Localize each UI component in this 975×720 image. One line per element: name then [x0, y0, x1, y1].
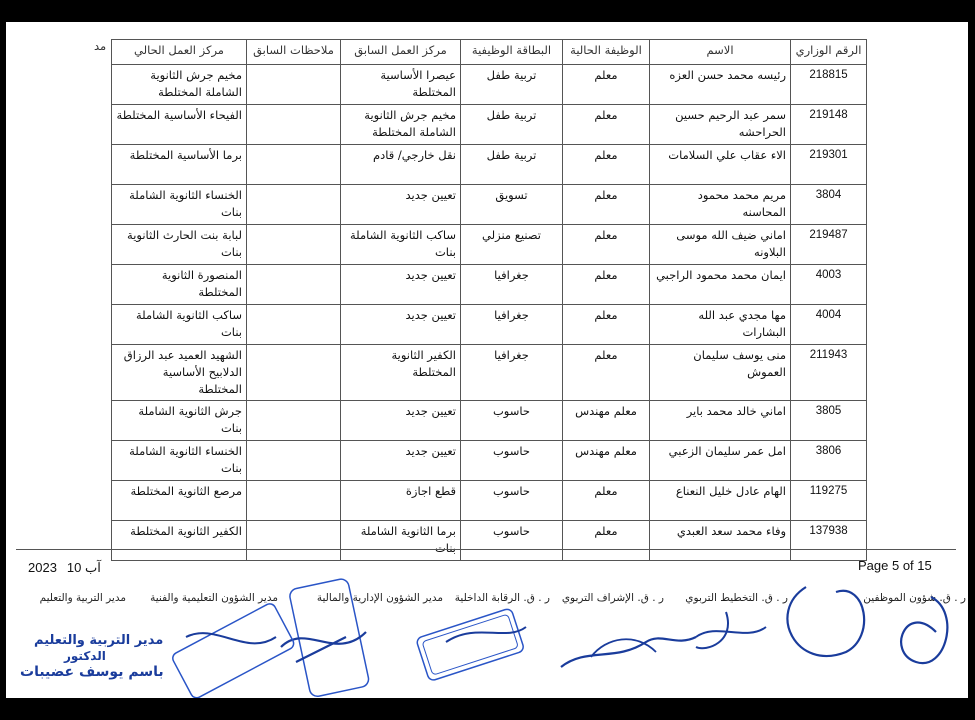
cell-current-job: معلم	[563, 185, 650, 225]
cell-name: سمر عبد الرحيم حسين الحراحشه	[650, 105, 791, 145]
cell-name: وفاء محمد سعد العبدي	[650, 521, 791, 561]
cell-job-card: تربية طفل	[461, 145, 563, 185]
cell-previous-notes	[247, 105, 341, 145]
signatory-supervision: ر . ق. الإشراف التربوي	[561, 592, 664, 604]
cell-current-workplace: الفيحاء الأساسية المختلطة	[112, 105, 247, 145]
col-ministry-number: الرقم الوزاري	[791, 40, 867, 65]
cell-ministry-number: 219487	[791, 225, 867, 265]
cell-previous-workplace: تعيين جديد	[341, 265, 461, 305]
cell-previous-workplace: عيصرا الأساسية المختلطة	[341, 65, 461, 105]
cell-name: امل عمر سليمان الزعبي	[650, 441, 791, 481]
cell-current-job: معلم	[563, 305, 650, 345]
cell-job-card: جغرافيا	[461, 345, 563, 401]
cell-name: رئيسه محمد حسن العزه	[650, 65, 791, 105]
signatory-education-affairs: مدير الشؤون التعليمية والفنية	[150, 592, 278, 604]
cell-previous-workplace: مخيم جرش الثانوية الشاملة المختلطة	[341, 105, 461, 145]
cell-name: مريم محمد محمود المحاسنه	[650, 185, 791, 225]
cell-current-workplace: الشهيد العميد عبد الرزاق الدلابيح الأساسية المختلطة	[112, 345, 247, 401]
signature-scribble	[561, 637, 696, 667]
cell-current-job: معلم مهندس	[563, 401, 650, 441]
signature-scribble	[186, 633, 276, 643]
signatory-director: مدير التربية والتعليم	[39, 592, 126, 604]
cell-current-job: معلم مهندس	[563, 441, 650, 481]
cell-ministry-number: 137938	[791, 521, 867, 561]
col-current-workplace: مركز العمل الحالي	[112, 40, 247, 65]
cell-name: منى يوسف سليمان العموش	[650, 345, 791, 401]
cell-name: ايمان محمد محمود الراجبي	[650, 265, 791, 305]
cell-previous-notes	[247, 441, 341, 481]
cell-previous-workplace: تعيين جديد	[341, 401, 461, 441]
education-affairs-stamp	[171, 602, 296, 698]
cell-ministry-number: 119275	[791, 481, 867, 521]
cell-previous-notes	[247, 185, 341, 225]
cell-current-workplace: المنصورة الثانوية المختلطة	[112, 265, 247, 305]
cell-name: اماني خالد محمد باير	[650, 401, 791, 441]
signature-scribble	[901, 597, 947, 663]
date-year: 2023	[28, 560, 57, 575]
table-row	[112, 481, 867, 521]
cell-ministry-number: 219301	[791, 145, 867, 185]
cell-name: مها مجدي عبد الله البشارات	[650, 305, 791, 345]
cell-previous-notes	[247, 481, 341, 521]
cell-current-job: معلم	[563, 345, 650, 401]
cell-previous-notes	[247, 65, 341, 105]
cell-ministry-number: 4004	[791, 305, 867, 345]
col-previous-notes: ملاحظات السابق	[247, 40, 341, 65]
signatory-audit: ر . ق. الرقابة الداخلية	[454, 592, 550, 604]
cell-previous-notes	[247, 305, 341, 345]
cell-ministry-number: 3805	[791, 401, 867, 441]
cell-name: الهام عادل خليل النعناع	[650, 481, 791, 521]
table-row	[112, 185, 867, 225]
cell-previous-workplace: تعيين جديد	[341, 441, 461, 481]
cell-previous-workplace: الكفير الثانوية المختلطة	[341, 345, 461, 401]
cell-previous-notes	[247, 345, 341, 401]
signatory-hr: ر . ق. شؤون الموظفين	[863, 592, 966, 604]
cell-job-card: تربية طفل	[461, 105, 563, 145]
cell-current-job: معلم	[563, 225, 650, 265]
table-row	[112, 65, 867, 105]
cell-current-job: معلم	[563, 481, 650, 521]
table-row	[112, 401, 867, 441]
cell-current-workplace: الكفير الثانوية المختلطة	[112, 521, 247, 561]
col-current-job: الوظيفة الحالية	[563, 40, 650, 65]
director-stamp-line3: باسم يوسف عضيبات	[20, 664, 164, 680]
cell-job-card: حاسوب	[461, 401, 563, 441]
cell-ministry-number: 211943	[791, 345, 867, 401]
table-row	[112, 305, 867, 345]
document-page	[6, 22, 968, 698]
col-name: الاسم	[650, 40, 791, 65]
table-row	[112, 225, 867, 265]
signature-scribble	[696, 612, 766, 648]
cell-current-workplace: لبابة بنت الحارث الثانوية بنات	[112, 225, 247, 265]
cell-ministry-number: 3806	[791, 441, 867, 481]
table-row	[112, 105, 867, 145]
cell-ministry-number: 3804	[791, 185, 867, 225]
cell-current-job: معلم	[563, 65, 650, 105]
cell-job-card: تصنيع منزلي	[461, 225, 563, 265]
cell-previous-notes	[247, 145, 341, 185]
cell-current-job: معلم	[563, 105, 650, 145]
header-row	[112, 40, 867, 65]
cell-current-workplace: ساكب الثانوية الشاملة بنات	[112, 305, 247, 345]
cell-job-card: جغرافيا	[461, 265, 563, 305]
cell-ministry-number: 4003	[791, 265, 867, 305]
staff-table	[111, 39, 867, 561]
cell-ministry-number: 218815	[791, 65, 867, 105]
cell-previous-workplace: نقل خارجي/ قادم	[341, 145, 461, 185]
cell-current-workplace: جرش الثانوية الشاملة بنات	[112, 401, 247, 441]
table-row	[112, 345, 867, 401]
table-body	[112, 65, 867, 561]
cell-current-workplace: برما الأساسية المختلطة	[112, 145, 247, 185]
truncated-column-header: مد	[94, 39, 107, 53]
col-previous-workplace: مركز العمل السابق	[341, 40, 461, 65]
table-row	[112, 265, 867, 305]
cell-current-workplace: الخنساء الثانوية الشاملة بنات	[112, 441, 247, 481]
signatory-admin-finance: مدير الشؤون الإدارية والمالية	[316, 592, 443, 604]
table-row	[112, 145, 867, 185]
cell-ministry-number: 219148	[791, 105, 867, 145]
date-day: 10 آب	[66, 560, 101, 575]
signature-scribble	[281, 632, 366, 662]
director-stamp-line1: مدير التربية والتعليم	[34, 633, 164, 648]
cell-previous-workplace: تعيين جديد	[341, 185, 461, 225]
cell-previous-workplace: قطع اجازة	[341, 481, 461, 521]
cell-previous-workplace: تعيين جديد	[341, 305, 461, 345]
cell-current-job: معلم	[563, 145, 650, 185]
signatory-planning: ر . ق. التخطيط التربوي	[685, 592, 788, 604]
cell-job-card: حاسوب	[461, 441, 563, 481]
col-job-card: البطاقة الوظيفية	[461, 40, 563, 65]
cell-previous-notes	[247, 265, 341, 305]
cell-name: اماني ضيف الله موسى البلاونه	[650, 225, 791, 265]
cell-job-card: تسويق	[461, 185, 563, 225]
cell-previous-notes	[247, 401, 341, 441]
cell-job-card: حاسوب	[461, 521, 563, 561]
director-stamp-line2: الدكتور	[64, 649, 106, 663]
table-row	[112, 441, 867, 481]
cell-job-card: جغرافيا	[461, 305, 563, 345]
cell-current-job: معلم	[563, 265, 650, 305]
cell-current-workplace: مرصع الثانوية المختلطة	[112, 481, 247, 521]
cell-current-workplace: الخنساء الثانوية الشاملة بنات	[112, 185, 247, 225]
page-number: Page 5 of 15	[858, 558, 932, 573]
cell-job-card: تربية طفل	[461, 65, 563, 105]
cell-current-job: معلم	[563, 521, 650, 561]
cell-current-workplace: مخيم جرش الثانوية الشاملة المختلطة	[112, 65, 247, 105]
cell-name: الاء عقاب علي السلامات	[650, 145, 791, 185]
cell-job-card: حاسوب	[461, 481, 563, 521]
cell-previous-workplace: برما الثانوية الشاملة بنات	[341, 521, 461, 561]
audit-stamp	[416, 608, 525, 682]
cell-previous-workplace: ساكب الثانوية الشاملة بنات	[341, 225, 461, 265]
signature-scribble	[787, 587, 864, 656]
cell-previous-notes	[247, 225, 341, 265]
